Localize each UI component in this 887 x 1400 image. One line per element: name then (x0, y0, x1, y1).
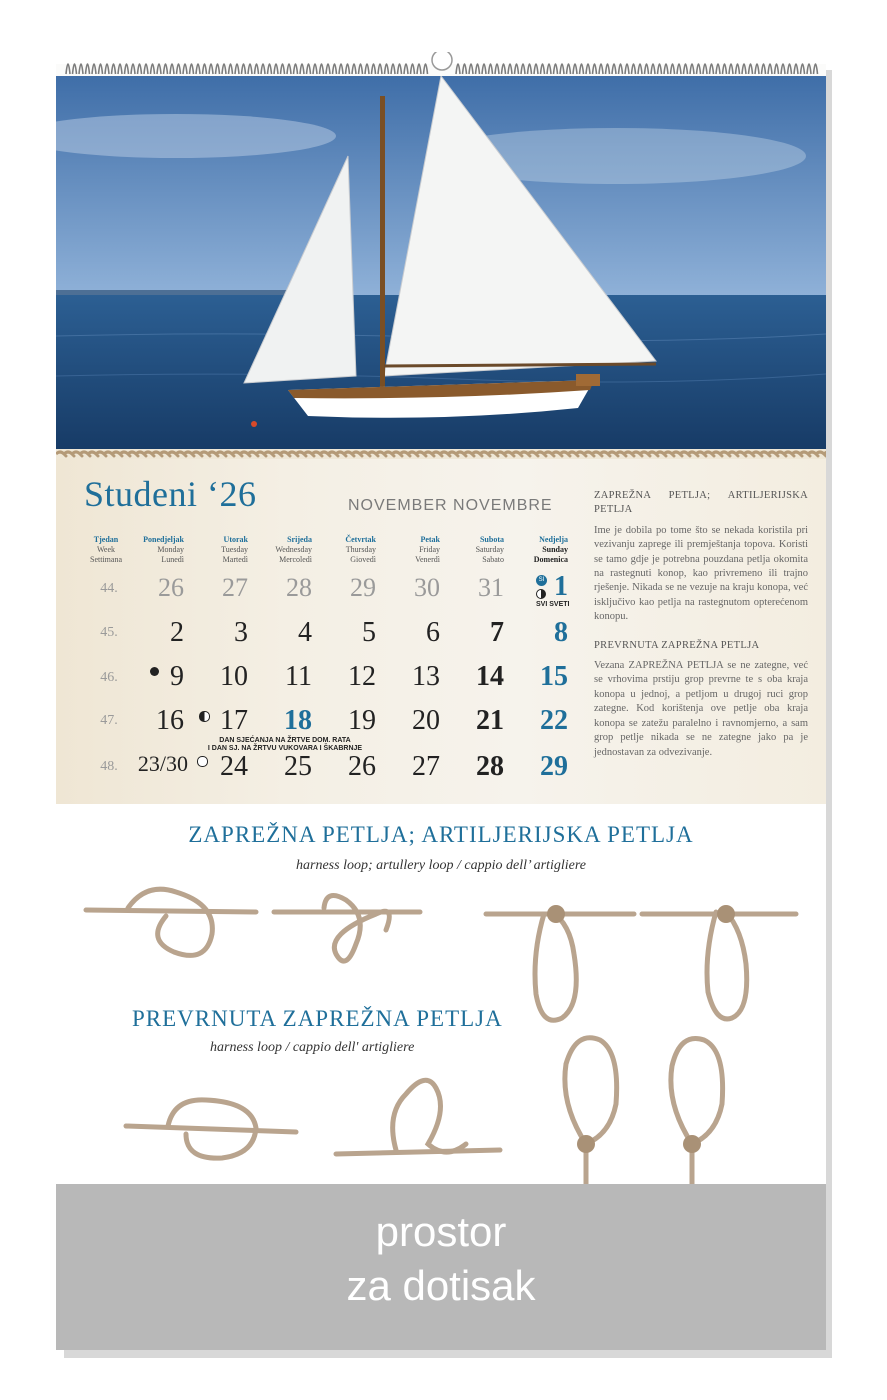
day-cell: 13 (412, 661, 440, 692)
day-cell: 24 (220, 751, 248, 782)
day-cell: 27 (412, 751, 440, 782)
rope-border (56, 449, 826, 459)
day-cell: 15 (540, 661, 568, 692)
sidebar-heading: ZAPREŽNA PETLJA; ARTILJERIJSKA PETLJA (594, 490, 808, 516)
day-cell: 21 (476, 705, 504, 736)
day-cell: 20 (412, 705, 440, 736)
day-header-sunday: Nedjelja Sunday Domenica (533, 535, 568, 564)
knot-illustrations (56, 804, 826, 1184)
day-cell: 30 (414, 573, 440, 602)
day-header-saturday: Subota Saturday Sabato (475, 535, 504, 564)
day-cell: 8 (554, 617, 568, 648)
day-cell: 16 (156, 705, 184, 736)
knot-subtitle: harness loop / cappio dell' artigliere (210, 1040, 415, 1055)
day-cell: 6 (426, 617, 440, 648)
day-cell: 5 (362, 617, 376, 648)
day-cell: 26 (348, 751, 376, 782)
day-header-wednesday: Srijeda Wednesday Mercoledì (275, 535, 312, 564)
rope-knot-drawings (56, 804, 826, 1184)
day-cell: 4 (298, 617, 312, 648)
day-cell: 12 (348, 661, 376, 692)
imprint-area (56, 1184, 826, 1350)
day-cell: 9 (170, 661, 184, 692)
day-cell: 19 (348, 705, 376, 736)
sidebar-text: Vezana ZAPREŽNA PETLJA se ne zategne, već se vrhovima prstiju grop prevrne te s oba kraja konopa u jednoj, a petljom u drugoj ruci grop zategne. Kod korištenja ove petlje oba kraja konopa se zatežu paralelno i ravnomjerno, a sam grop petlje nikada se ne zategne jako pa je jednostavan za odvezivanje. (594, 660, 808, 758)
day-cell: 7 (490, 617, 504, 648)
day-cell: 25 (284, 751, 312, 782)
day-cell: 22 (540, 705, 568, 736)
month-subtitle: NOVEMBER NOVEMBRE (348, 497, 553, 514)
day-cell: 28 (476, 751, 504, 782)
week-number: 48. (100, 759, 118, 774)
day-header-friday: Petak Friday Venerdì (415, 535, 440, 564)
day-header-tuesday: Utorak Tuesday Martedì (221, 535, 248, 564)
day-cell: 2 (170, 617, 184, 648)
knot-subtitle: harness loop; artullery loop / cappio dell’ artigliere (296, 858, 586, 873)
day-header-monday: Ponedjeljak Monday Lunedì (143, 535, 184, 564)
day-cell: 31 (478, 573, 504, 602)
day-cell: 29 (350, 573, 376, 602)
sidebar-heading: PREVRNUTA ZAPREŽNA PETLJA (594, 639, 760, 651)
day-cell: 28 (286, 573, 312, 602)
week-number: 45. (100, 625, 118, 640)
day-cell: 23/30 (137, 751, 188, 776)
day-header-thursday: Četvrtak Thursday Giovedì (345, 535, 376, 564)
week-number: 44. (100, 581, 118, 596)
week-number: 47. (100, 713, 118, 728)
month-title: Studeni ‘26 (84, 474, 257, 514)
day-cell: 14 (476, 661, 504, 692)
day-cell: 18 (284, 705, 312, 736)
day-cell: 29 (540, 751, 568, 782)
day-cell: 3 (234, 617, 248, 648)
knot-description (594, 489, 808, 760)
holiday-badge: SI (536, 575, 547, 586)
imprint-line: prostor (375, 1208, 507, 1255)
imprint-line: za dotisak (346, 1262, 536, 1309)
sailboat-photo (56, 76, 826, 450)
knot-title: PREVRNUTA ZAPREŽNA PETLJA (132, 1006, 503, 1031)
day-cell: 17 (220, 705, 248, 736)
day-header-week: Tjedan Week Settimana (90, 535, 122, 564)
holiday-label: SVI SVETI (536, 601, 570, 608)
calendar-grid (56, 459, 826, 804)
day-cell: 10 (220, 661, 248, 692)
day-cell: 11 (285, 661, 312, 692)
knot-title: ZAPREŽNA PETLJA; ARTILJERIJSKA PETLJA (188, 822, 694, 847)
holiday-note: DAN SJEĆANJA NA ŽRTVE DOM. RATA I DAN SJ. NA ŽRTVU VUKOVARA I ŠKABRNJE (207, 737, 363, 752)
day-cell: 1 (554, 571, 568, 602)
wire-binding (62, 52, 822, 78)
sidebar-text: Ime je dobila po tome što se nekada koristila pri vezivanju zaprege ili premještanja topova. Koristi se tamo gdje je potrebna pouzdana petlja okomita na rastegnuti konop, kao privremeno ili trajno rješenje. Nikada se ne vezuje na kraju konopa, već isključivo kao petlja na rastegnutom opterećenom konopu. (594, 524, 808, 623)
day-cell: 27 (222, 573, 248, 602)
day-cell: 26 (158, 573, 184, 602)
week-number: 46. (100, 670, 118, 685)
